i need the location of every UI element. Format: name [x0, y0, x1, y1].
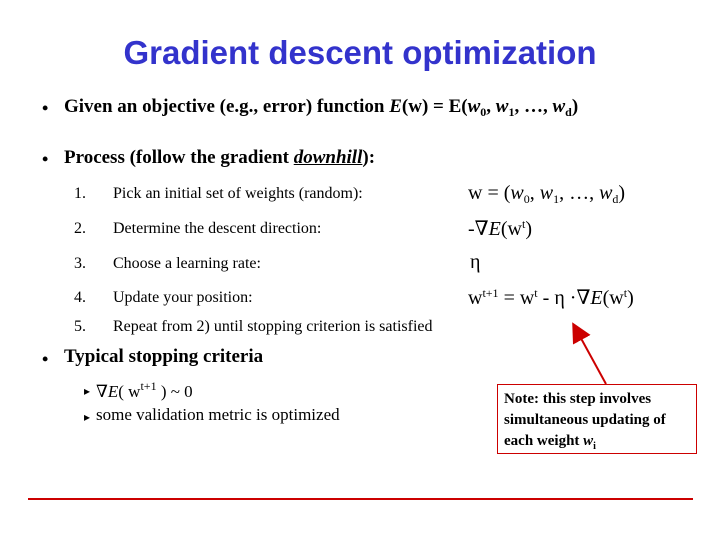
step-text: Choose a learning rate:	[113, 255, 261, 272]
criteria-item-validation: some validation metric is optimized	[96, 405, 340, 424]
bottom-divider	[28, 498, 693, 500]
nabla-symbol: ∇	[96, 382, 108, 401]
bullet-dot: •	[42, 98, 49, 118]
process-downhill: downhill	[293, 147, 363, 168]
step-number: 1.	[74, 185, 86, 202]
f4-w: w	[468, 287, 483, 309]
f4-E: E	[590, 287, 603, 309]
f1-sub1: 1	[553, 192, 560, 206]
eta-symbol: η	[470, 251, 481, 273]
f4-minus: -	[537, 287, 555, 309]
nabla-symbol: ∇	[474, 218, 489, 240]
note-wi: w	[583, 433, 594, 449]
crit-sup-t1: t+1	[140, 379, 157, 393]
objective-prefix: Given an objective (e.g., error) function	[64, 96, 390, 117]
objective-w1: w	[495, 96, 509, 117]
crit-E: E	[107, 382, 119, 401]
objective-w0: w	[467, 96, 481, 117]
bullet-dot: •	[42, 349, 49, 369]
f2-sup-t: t	[521, 217, 526, 231]
criteria-heading: Typical stopping criteria	[64, 346, 264, 367]
f2-open: (w	[500, 218, 522, 240]
triangle-bullet-icon: ▸	[84, 384, 91, 398]
f1-subd: d	[612, 192, 619, 206]
f1-close: )	[618, 182, 626, 204]
process-suffix: ):	[362, 147, 376, 168]
step-number: 4.	[74, 289, 86, 306]
f4-sup-t: t	[534, 286, 538, 300]
triangle-bullet-icon: ▸	[84, 410, 91, 424]
f4-sup-t2: t	[623, 286, 628, 300]
objective-subd: d	[565, 105, 572, 119]
step-number: 3.	[74, 255, 86, 272]
f4-open: (w	[602, 287, 624, 309]
step-text: Pick an initial set of weights (random):	[113, 185, 363, 202]
note-sub-i: i	[593, 441, 596, 452]
f2-neg: -	[468, 218, 475, 240]
note-text	[504, 389, 666, 457]
crit-open: ( w	[118, 382, 141, 401]
note-line-2: simultaneous updating of	[504, 412, 666, 428]
page-title: Gradient descent optimization	[123, 34, 597, 71]
objective-sub1: 1	[508, 105, 515, 119]
eta-symbol: η	[554, 287, 565, 309]
objective-dots: , …,	[514, 96, 553, 117]
objective-comma: ,	[486, 96, 496, 117]
note-line-3-text: each weight	[504, 433, 584, 449]
f4-dot: ·	[564, 287, 577, 309]
step-text: Determine the descent direction:	[113, 220, 322, 237]
f1-w1: w	[539, 182, 554, 204]
nabla-symbol: ∇	[576, 287, 591, 309]
crit-close: ) ~ 0	[156, 382, 193, 401]
process-prefix: Process (follow the gradient	[64, 147, 294, 168]
objective-w-arg: (w) = E(	[401, 96, 468, 117]
objective-sub0: 0	[480, 105, 487, 119]
f1-w0: w	[510, 182, 524, 204]
f1-sub0: 0	[523, 192, 530, 206]
note-line-3	[504, 431, 666, 457]
f1-comma: ,	[529, 182, 540, 204]
step-number: 2.	[74, 220, 86, 237]
f4-close: )	[627, 287, 634, 309]
bullet-dot: •	[42, 149, 49, 169]
step-number: 5.	[74, 318, 86, 335]
f4-eq: = w	[498, 287, 535, 309]
note-line-1: Note: this step involves	[504, 391, 652, 407]
f1-a: w = (	[468, 182, 511, 204]
objective-wd: w	[552, 96, 566, 117]
objective-E: E	[389, 96, 402, 117]
f4-sup-t1: t+1	[482, 286, 499, 300]
f2-E: E	[488, 218, 501, 240]
step-text: Update your position:	[113, 289, 253, 306]
f1-dots: , …,	[559, 182, 600, 204]
f1-wd: w	[599, 182, 613, 204]
step-text: Repeat from 2) until stopping criterion is satisfied	[113, 318, 433, 335]
objective-close: )	[571, 96, 579, 117]
f2-close: )	[525, 218, 532, 240]
